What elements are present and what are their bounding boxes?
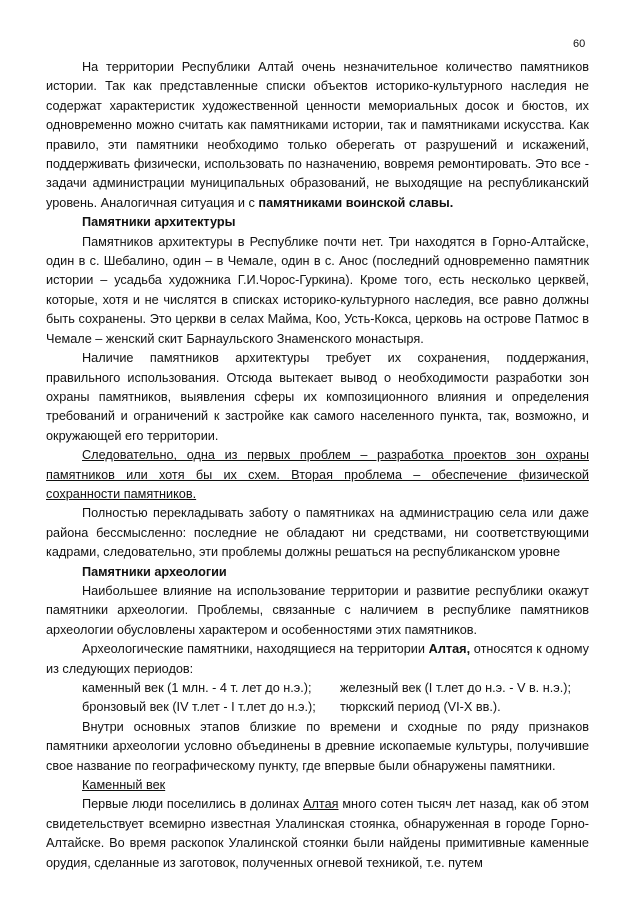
paragraph-cultures: Внутри основных этапов близкие по времени и сходные по ряду признаков памятники археологии условно объединены в древние ископаемые культуры, получившие свое название по географическому пункту, где впервые были обнаружены памятники. [46,719,589,773]
paragraph-problems [46,446,589,504]
link-altai[interactable]: Алтая [303,797,339,812]
paragraph-architecture-protection: Наличие памятников архитектуры требует их сохранения, поддержания, правильного использования. Отсюда вытекает вывод о необходимости разработки зон охраны памятников, выявления сферы их композиционного влияния и определения требований и ограничений к застройке как самого населенного пункта, так, возможно, и окружающей его территории. [46,351,589,443]
period-iron-age: железный век (I т.лет до н.э. - V в. н.э.); [340,681,572,695]
paragraph-stone-age: Первые люди поселились в долинах Алтая много сотен тысяч лет назад, как об этом свидетельствует всемирно известная Улалинская стоянка, обнаруженная в городе Горно-Алтайске. Во время раскопок Улалинской стоянки были найдены примитивные каменные орудия, сделанные из заготовок, полученных огневой техникой, т.е. путем [46,797,589,870]
bold-altai: Алтая, [428,642,471,657]
page-number: 60 [573,38,586,50]
paragraph-monuments-history: На территории Республики Алтай очень незначительное количество памятников истории. Так как представленные списки объектов историко-культурного наследия не содержат характеристик художественной ценности мемориальных досок и бюстов, их одновременно можно считать как памятниками истории, так и памятниками искусства. Как правило, эти памятники необходимо только оберегать от разрушений и искажений, поддерживать физически, использовать по назначению, вовремя ремонтировать. Это все - задачи администрации муниципальных образований, не выходящие на республиканский уровень. Аналогичная ситуация и с памятниками воинской славы. [46,60,589,210]
document-body [46,58,589,873]
paragraph-archeology: Наибольшее влияние на использование территории и развитие республики окажут памятники археологии. Проблемы, связанные с наличием в республике памятников археологии обусловлены характером и особенностями этих памятников. [46,583,589,637]
periods-list [46,679,589,718]
paragraph-periods-intro: Археологические памятники, находящиеся на территории Алтая, относятся к одному из следующих периодов: [46,642,589,676]
paragraph-administration: Полностью перекладывать заботу о памятниках на администрацию села или даже района бессмысленно: последние не обладают ни средствами, ни соответствующими кадрами, следовательно, эти проблемы должны решаться на республиканском уровне [46,506,589,560]
underlined-problems: Следовательно, одна из первых проблем – разработка проектов зон охраны памятников или хотя бы их схем. Вторая проблема – обеспечение физической сохранности памятников. [46,448,589,501]
heading-architecture: Памятники архитектуры [82,215,236,230]
period-bronze-age: бронзовый век (IV т.лет - I т.лет до н.э.); [82,700,316,715]
paragraph-architecture: Памятников архитектуры в Республике почти нет. Три находятся в Горно-Алтайске, один в с. Шебалино, один – в Чемале, один в с. Анос (последний одновременно памятник истории – усадьба художника Г.И.Чорос-Гуркина). Кроме того, есть несколько церквей, которые, хотя и не числятся в списках историко-культурного наследия, все равно должны быть сохранены. Это церкви в селах Майма, Коо, Усть-Кокса, церковь на острове Патмос в Чемале – женский скит Барнаульского Знаменского монастыря. [46,234,589,346]
heading-stone-age: Каменный век [82,778,166,793]
period-turkic: тюркский период (VI-X вв.). [340,700,501,715]
period-stone-age: каменный век (1 млн. - 4 т. лет до н.э.); [82,681,312,695]
heading-archeology: Памятники археологии [82,564,227,579]
bold-phrase-military-glory: памятниками воинской славы. [258,195,454,210]
